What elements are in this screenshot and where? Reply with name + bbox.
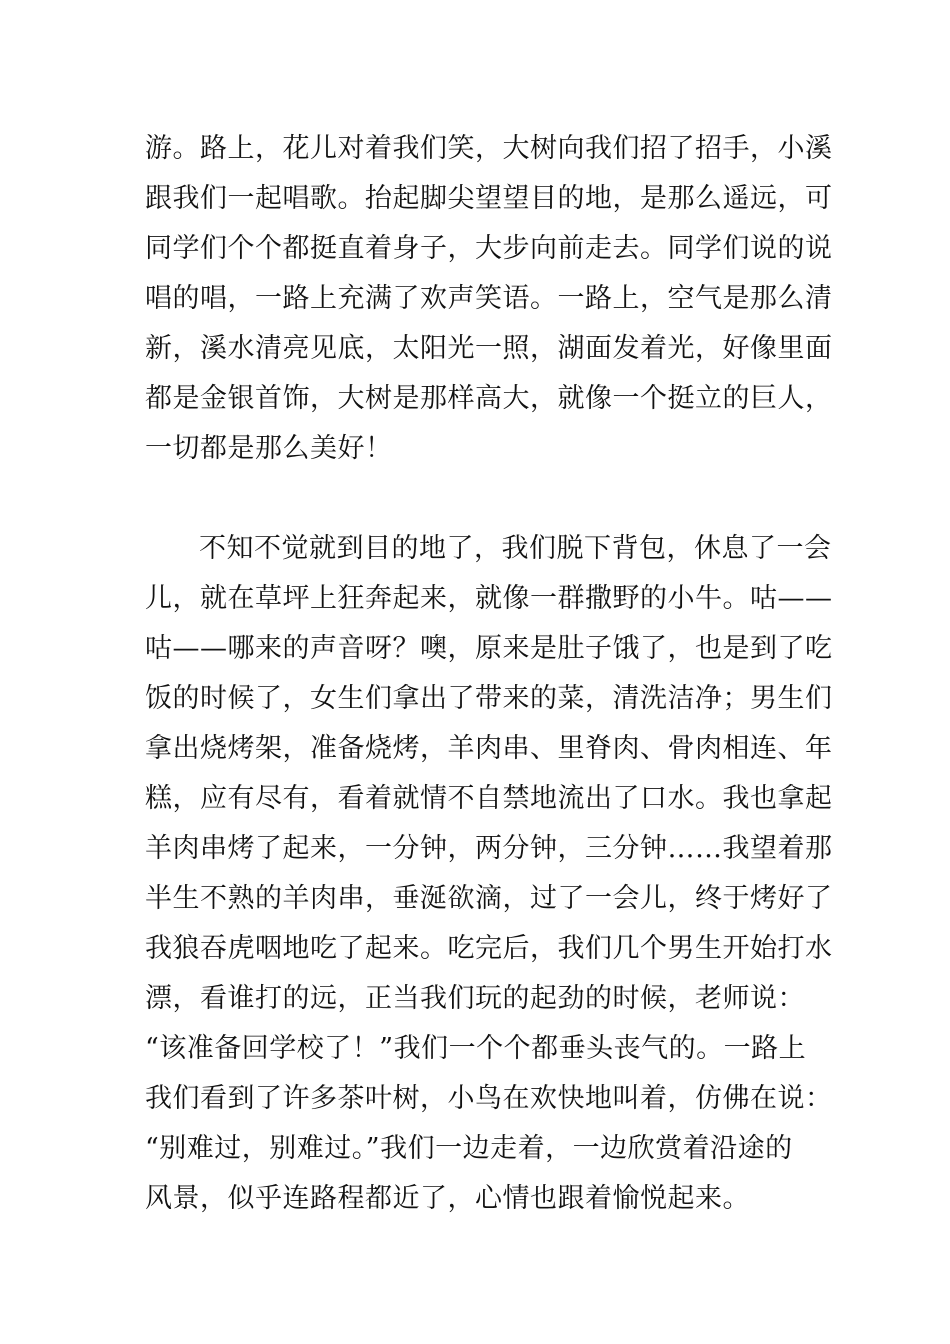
paragraph-2-line-11: “该准备回学校了！”我们一个个都垂头丧气的。一路上: [145, 1033, 807, 1064]
paragraph-1-line-3: 同学们个个都挺直着身子，大步向前走去。同学们说的说: [145, 233, 833, 264]
paragraph-2-line-5: 拿出烧烤架，准备烧烤，羊肉串、里脊肉、骨肉相连、年: [145, 733, 833, 764]
paragraph-1-line-6: 都是金银首饰，大树是那样高大，就像一个挺立的巨人，: [145, 383, 833, 414]
paragraph-2-line-14: 风景，似乎连路程都近了，心情也跟着愉悦起来。: [145, 1183, 750, 1214]
paragraph-2-line-8: 半生不熟的羊肉串，垂涎欲滴，过了一会儿，终于烤好了: [145, 883, 833, 914]
paragraph-2-line-2: 儿，就在草坪上狂奔起来，就像一群撒野的小牛。咕——: [145, 583, 833, 614]
paragraph-2-line-3: 咕——哪来的声音呀？噢，原来是肚子饿了，也是到了吃: [145, 633, 833, 664]
paragraph-2-line-7: 羊肉串烤了起来，一分钟，两分钟，三分钟……我望着那: [145, 833, 833, 864]
paragraph-2-line-6: 糕，应有尽有，看着就情不自禁地流出了口水。我也拿起: [145, 783, 833, 814]
paragraph-2-line-4: 饭的时候了，女生们拿出了带来的菜，清洗洁净；男生们: [145, 683, 833, 714]
paragraph-2-line-10: 漂，看谁打的远，正当我们玩的起劲的时候，老师说：: [145, 983, 805, 1014]
paragraph-2-line-13: “别难过，别难过。”我们一边走着，一边欣赏着沿途的: [145, 1133, 793, 1164]
paragraph-2-line-9: 我狼吞虎咽地吃了起来。吃完后，我们几个男生开始打水: [145, 933, 833, 964]
paragraph-1-line-4: 唱的唱，一路上充满了欢声笑语。一路上，空气是那么清: [145, 283, 833, 314]
paragraph-1-line-7: 一切都是那么美好！: [145, 433, 393, 464]
paragraph-1-line-5: 新，溪水清亮见底，太阳光一照，湖面发着光，好像里面: [145, 333, 833, 364]
paragraph-2-line-1: 不知不觉就到目的地了，我们脱下背包，休息了一会: [199, 533, 832, 564]
paragraph-1-line-1: 游。路上，花儿对着我们笑，大树向我们招了招手，小溪: [145, 133, 833, 164]
paragraph-1-line-2: 跟我们一起唱歌。抬起脚尖望望目的地，是那么遥远，可: [145, 183, 833, 214]
paragraph-2-line-12: 我们看到了许多茶叶树，小鸟在欢快地叫着，仿佛在说：: [145, 1083, 833, 1114]
